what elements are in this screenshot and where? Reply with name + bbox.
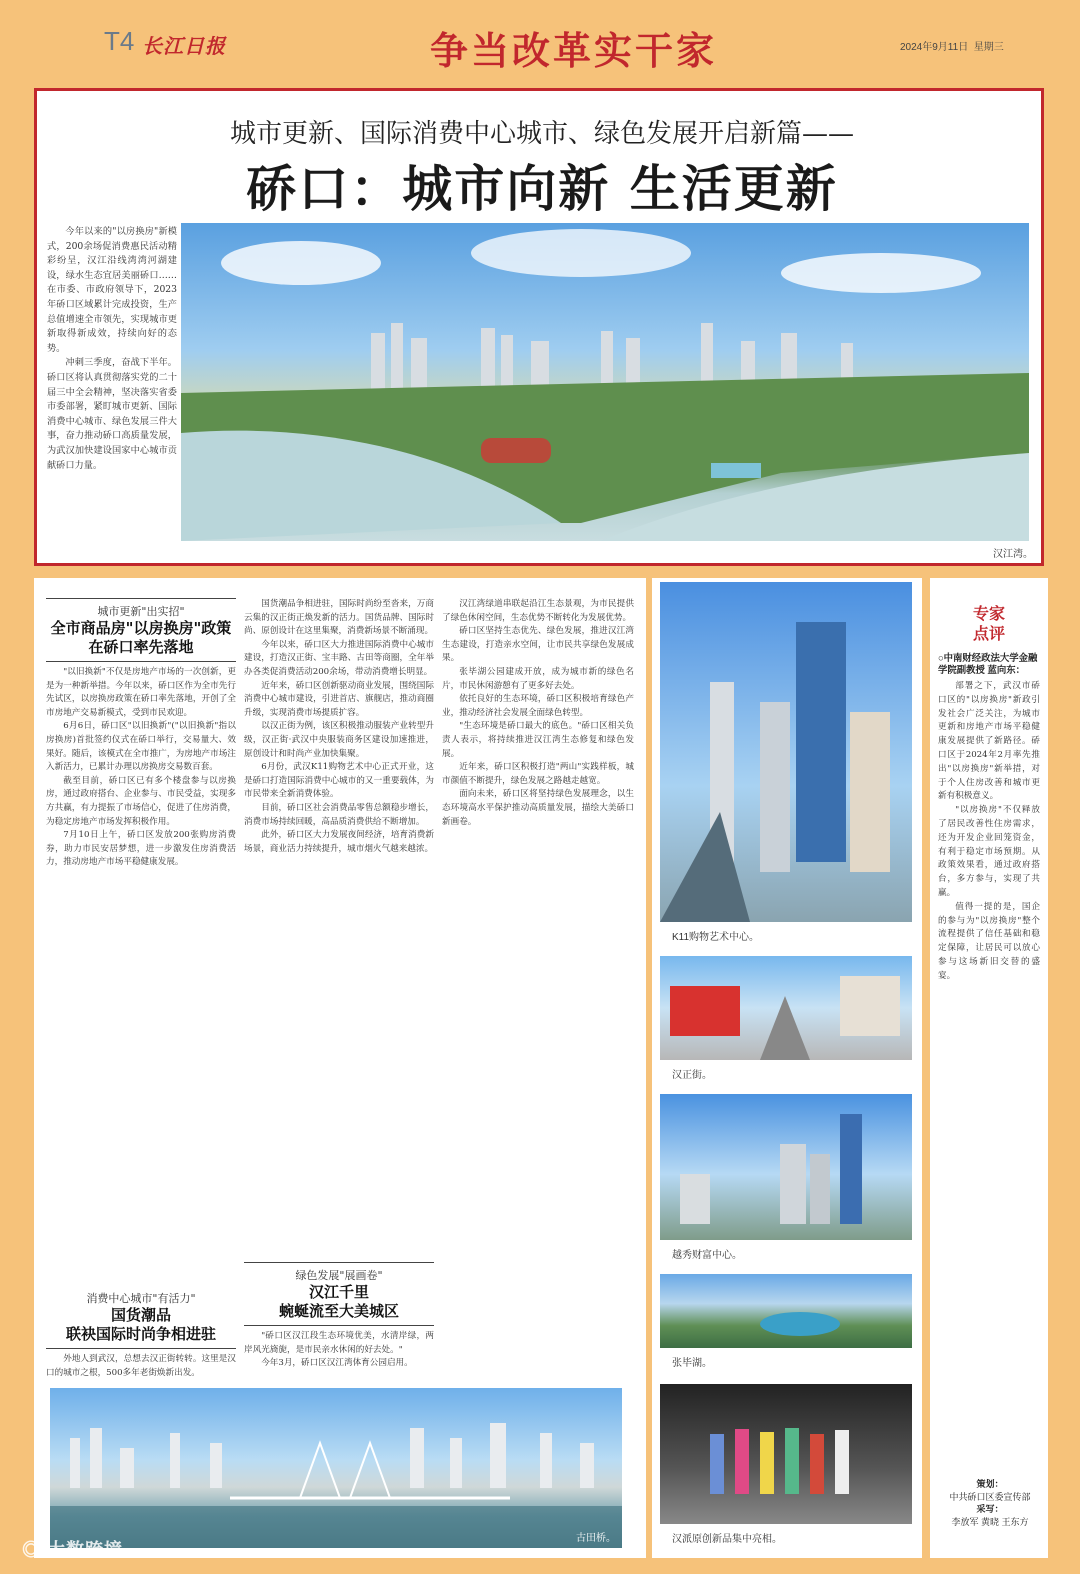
- article-paragraph: 近年来，硚口区创新驱动商业发展，围绕国际消费中心城市建设，引进首店、旗舰店，推动商圈升级，实现消费市场提质扩容。: [244, 680, 434, 718]
- hero-intro-p1: 今年以来的"以房换房"新模式，200余场促消费惠民活动精彩纷呈，汉江沿线湾湾河湖建设，绿水生态宜居美丽硚口……在市委、市政府领导下，2023年硚口区域累计完成投资，生产总值增速全市领先，实现城市更新取得新成效，持续向好的态势。: [47, 226, 177, 354]
- street-photo: [660, 956, 912, 1060]
- article-housing: [46, 598, 236, 870]
- fashion-show-photo: [660, 1384, 912, 1524]
- article-paragraph: 依托良好的生态环境，硚口区积极培育绿色产业，推动经济社会发展全面绿色转型。: [442, 694, 634, 718]
- watermark-icon: ◎: [22, 1540, 48, 1560]
- article-paragraph: 面向未来，硚口区将坚持绿色发展理念，以生态环境高水平保护推动高质量发展，描绘大美硚口新画卷。: [442, 789, 634, 827]
- hero-photo: [181, 223, 1029, 541]
- article-paragraph: 国货潮品争相进驻，国际时尚纷至沓来，万商云集的汉正街正焕发新的活力。国货品牌、国际时尚、原创设计在这里集聚，消费新场景不断涌现。: [244, 599, 434, 637]
- section-banner: 争当改革实干家: [430, 28, 718, 73]
- article-title-line1: 汉江千里: [308, 1283, 369, 1301]
- photo-caption: K11购物艺术中心。: [672, 932, 760, 943]
- expert-column: [930, 578, 1048, 1558]
- k11-tower-photo: [660, 582, 912, 922]
- article-kicker: 消费中心城市"有活力": [86, 1292, 196, 1305]
- expert-title-line2: 点评: [972, 624, 1005, 643]
- hero-subtitle: 城市更新、国际消费中心城市、绿色发展开启新篇——: [229, 119, 854, 149]
- article-title-line1: 国货潮品: [110, 1306, 171, 1324]
- article-paragraph: 近年来，硚口区积极打造"两山"实践样板，城市颜值不断提升，绿色发展之路越走越宽。: [442, 762, 634, 786]
- credit-org: 中共硚口区委宣传部: [949, 1491, 1031, 1502]
- right-text-column: [442, 598, 634, 829]
- watermark-text: 大数跨境: [47, 1540, 124, 1560]
- credit-label-writers: 采写：: [976, 1504, 1004, 1514]
- divider: [46, 598, 236, 599]
- article-title-line1: 全市商品房"以房换房"政策: [50, 619, 232, 637]
- credit-label-plan: 策划：: [976, 1479, 1004, 1489]
- expert-name: ○中南财经政法大学金融学院副教授 蓝向东：: [938, 652, 1038, 675]
- yuexiu-photo: [660, 1094, 912, 1240]
- article-paragraph: "硚口区汉江段生态环境优美，水清岸绿，两岸风光旖旎，是市民亲水休闲的好去处。": [244, 1331, 434, 1355]
- article-paragraph: 以汉正街为例，该区积极推动服装产业转型升级，汉正街·武汉中央服装商务区建设加速推进，原创设计和时尚产业加快集聚。: [244, 721, 434, 759]
- divider: [46, 661, 236, 662]
- expert-title-line1: 专家: [972, 604, 1005, 623]
- photo-caption: 古田桥。: [576, 1533, 616, 1544]
- watermark: [22, 1536, 123, 1562]
- divider: [244, 1325, 434, 1326]
- article-paragraph: 今年以来，硚口区大力推进国际消费中心城市建设，打造汉正街、宝丰路、古田等商圈，全年举办各类促消费活动200余场，带动消费增长明显。: [244, 639, 434, 677]
- article-paragraph: 7月10日上午，硚口区发放200张购房消费券，助力市民安居梦想，进一步激发住房消费活力，推动房地产市场平稳健康发展。: [46, 830, 236, 868]
- k11-photo: [660, 582, 912, 922]
- article-paragraph: 硚口区坚持生态优先、绿色发展，推进汉江湾生态建设，打造亲水空间，让市民共享绿色发展成果。: [442, 626, 634, 664]
- divider: [46, 1348, 236, 1349]
- hero-panel: [34, 88, 1044, 566]
- article-paragraph: 截至目前，硚口区已有多个楼盘参与以房换房，通过政府搭台、企业参与、市民受益，实现多方共赢，有力提振了市场信心，促进了住房消费，为稳定房地产市场发挥积极作用。: [46, 775, 236, 827]
- article-green: [244, 1262, 434, 1371]
- hero-headline: 硚口：城市向新 生活更新: [246, 159, 838, 218]
- hero-intro-p2: 冲刺三季度，奋战下半年。硚口区将认真贯彻落实党的二十届三中全会精神，坚决落实省委市委部署，紧盯城市更新、国际消费中心城市、绿色发展三件大事，奋力推动硚口高质量发展，为武汉加快建设国家中心城市贡献硚口力量。: [47, 357, 177, 471]
- lake-photo: [660, 1274, 912, 1348]
- photo-caption: 张毕湖。: [672, 1358, 712, 1369]
- article-paragraph: 6月份，武汉K11购物艺术中心正式开业，这是硚口打造国际消费中心城市的又一重要载体，为市民带来全新消费体验。: [244, 762, 434, 800]
- article-consumption: [46, 1290, 236, 1380]
- expert-paragraph: "以房换房"不仅释放了居民改善性住房需求，还为开发企业回笼资金，有利于稳定市场预期。从政策效果看，通过政府搭台，多方参与，实现了共赢。: [938, 805, 1040, 898]
- photo-caption: 汉正街。: [672, 1070, 712, 1081]
- bridge-photo: [50, 1388, 622, 1548]
- expert-paragraph: 值得一提的是，国企的参与为"以房换房"整个流程提供了信任基础和稳定保障，让居民可以放心参与这场新旧交替的盛宴。: [938, 901, 1040, 981]
- article-paragraph: 此外，硚口区大力发展夜间经济，培育消费新场景，商业活力持续提升，城市烟火气越来越浓。: [244, 830, 434, 854]
- article-title-line2: 联袂国际时尚争相进驻: [65, 1325, 216, 1343]
- article-paragraph: 6月6日，硚口区"以旧换新"("以旧换新"指以房换房)首批签约仪式在硚口举行，交易量大、效果好。随后，该模式在全市推广，为房地产市场注入新活力，已累计办理以房换房交易数百套。: [46, 721, 236, 773]
- city-skyline-photo: [181, 223, 1029, 541]
- divider: [244, 1262, 434, 1263]
- middle-column: [244, 598, 434, 856]
- article-paragraph: 汉江湾绿道串联起沿江生态景观，为市民提供了绿色休闲空间，生态优势不断转化为发展优势。: [442, 599, 634, 623]
- article-kicker: 城市更新"出实招": [97, 605, 185, 618]
- article-paragraph: 今年3月，硚口区汉江湾体育公园启用。: [261, 1358, 413, 1369]
- article-paragraph: "以旧换新"不仅是房地产市场的一次创新，更是为一种新举措。今年以来，硚口区作为全市先行先试区，以房换房政策在硚口率先落地，开创了全市房地产交易新模式，受到市民欢迎。: [46, 667, 236, 718]
- weekday: 星期三: [973, 42, 1004, 53]
- article-paragraph: "生态环境是硚口最大的底色。"硚口区相关负责人表示，将持续推进汉江湾生态修复和绿色发展。: [442, 721, 634, 759]
- article-title-line2: 在硚口率先落地: [88, 638, 194, 656]
- article-paragraph: 目前，硚口区社会消费品零售总额稳步增长，消费市场持续回暖，高品质消费供给不断增加。: [244, 802, 434, 827]
- towers-photo: [660, 1094, 912, 1240]
- article-paragraph: 外地人到武汉，总想去汉正街转转。这里是汉口的城市之根，500多年老街焕新出发。: [46, 1354, 236, 1378]
- expert-body: [938, 680, 1040, 984]
- article-kicker: 绿色发展"展画卷": [295, 1269, 383, 1282]
- article-paragraph: 张毕湖公园建成开放，成为城市新的绿色名片，市民休闲游憩有了更多好去处。: [442, 666, 634, 691]
- hero-intro: [47, 225, 177, 473]
- expert-paragraph: 部署之下，武汉市硚口区的"以房换房"新政引发社会广泛关注，为城市更新和房地产市场平稳健康发展提供了新路径。硚口区于2024年2月率先推出"以房换房"新举措，对于个人住房改善和城市更新有积极意义。: [938, 681, 1040, 802]
- photo-caption: 汉派原创新品集中亮相。: [672, 1534, 782, 1545]
- photo-caption: 越秀财富中心。: [672, 1250, 742, 1261]
- masthead-logo: 长江日报: [142, 34, 226, 58]
- hero-photo-caption: 汉江湾。: [993, 549, 1033, 560]
- credit-names: 李放军 黄晓 王东方: [951, 1516, 1029, 1527]
- gutian-photo: [50, 1388, 622, 1548]
- zhangbihu-photo: [660, 1274, 912, 1348]
- dateline: [900, 38, 1004, 53]
- runway-photo: [660, 1384, 912, 1524]
- hanzhengjie-photo: [660, 956, 912, 1060]
- article-title-line2: 蜿蜒流至大美城区: [278, 1302, 399, 1320]
- page-number: T4: [104, 26, 135, 56]
- date: 2024年9月11日: [900, 42, 969, 53]
- credits: [938, 1478, 1042, 1528]
